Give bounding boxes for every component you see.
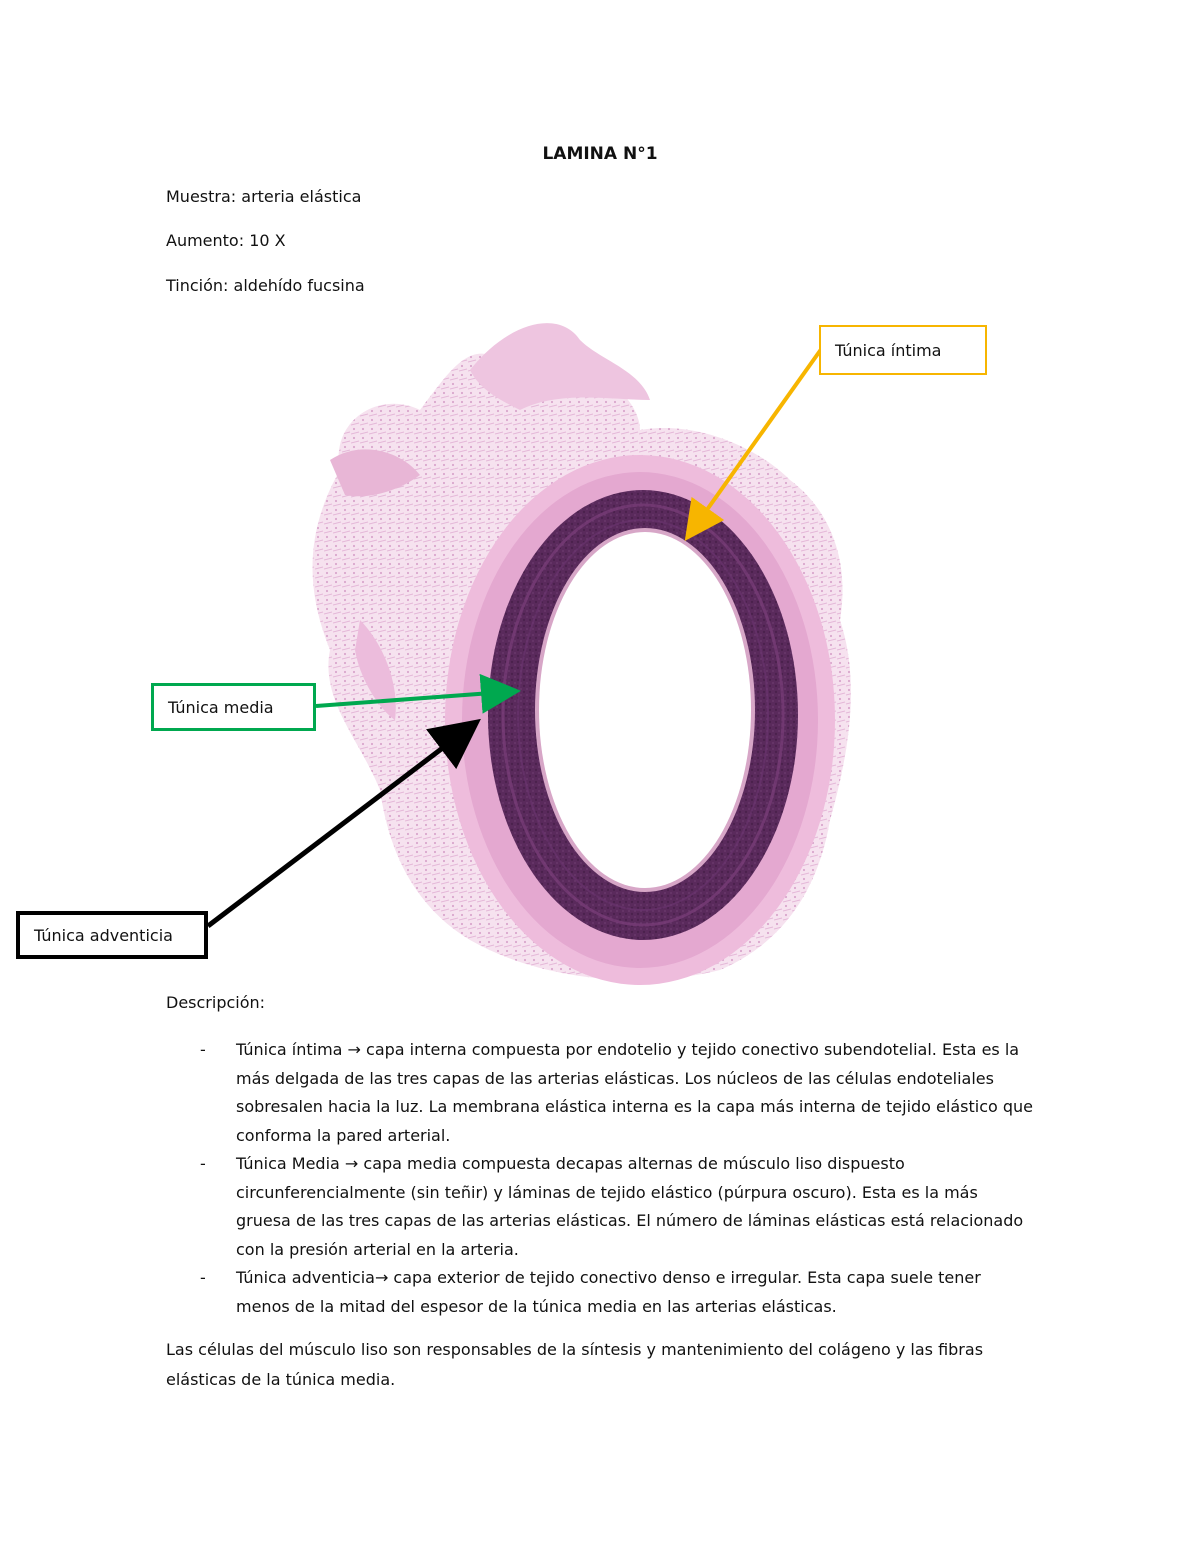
description-item-media [166, 1150, 1036, 1264]
description-list [166, 1036, 1036, 1321]
label-tunica-adventicia-text: Túnica adventicia [34, 925, 173, 945]
meta-magnification-label: Aumento: [166, 231, 245, 250]
label-tunica-adventicia [16, 911, 208, 959]
list-bullet: - [200, 1040, 206, 1059]
description-item-text: Túnica íntima → capa interna compuesta por endotelio y tejido conectivo subendotelial. Esta es la más delgada de las tres capas de las arterias elásticas. Los núcleos de las células endoteliales sobresalen hacia la luz. La membrana elástica interna es la capa más interna de tejido elástico que conforma la pared arterial. [236, 1040, 1034, 1145]
list-bullet: - [200, 1268, 206, 1287]
meta-magnification [166, 231, 286, 250]
label-tunica-intima [819, 325, 987, 375]
label-tunica-media [151, 683, 316, 731]
histology-figure [0, 300, 1200, 990]
closing-paragraph: Las células del músculo liso son responsables de la síntesis y mantenimiento del colágeno y las fibras elásticas de la túnica media. [166, 1340, 984, 1389]
meta-sample-value: arteria elástica [241, 187, 362, 206]
description-heading: Descripción: [166, 993, 266, 1012]
meta-magnification-value: 10 X [249, 231, 286, 250]
page-title: LAMINA N°1 [542, 144, 658, 164]
artery-micrograph [0, 300, 1200, 990]
meta-sample [166, 187, 361, 206]
description-item-intima [166, 1036, 1036, 1150]
description-item-text: Túnica adventicia→ capa exterior de tejido conectivo denso e irregular. Esta capa suele tener menos de la mitad del espesor de la túnica media en las arterias elásticas. [236, 1268, 981, 1316]
meta-stain-value: aldehído fucsina [233, 276, 365, 295]
description-item-adventicia [166, 1264, 1036, 1321]
meta-sample-label: Muestra: [166, 187, 237, 206]
meta-stain [166, 276, 365, 295]
description-item-text: Túnica Media → capa media compuesta decapas alternas de músculo liso dispuesto circunferencialmente (sin teñir) y láminas de tejido elástico (púrpura oscuro). Esta es la más gruesa de las tres capas de las arterias elásticas. El número de láminas elásticas está relacionado con la presión arterial en la arteria. [236, 1154, 1024, 1259]
meta-stain-label: Tinción: [166, 276, 229, 295]
label-tunica-intima-text: Túnica íntima [835, 340, 942, 360]
lumen [539, 532, 751, 888]
list-bullet: - [200, 1154, 206, 1173]
label-tunica-media-text: Túnica media [168, 697, 274, 717]
